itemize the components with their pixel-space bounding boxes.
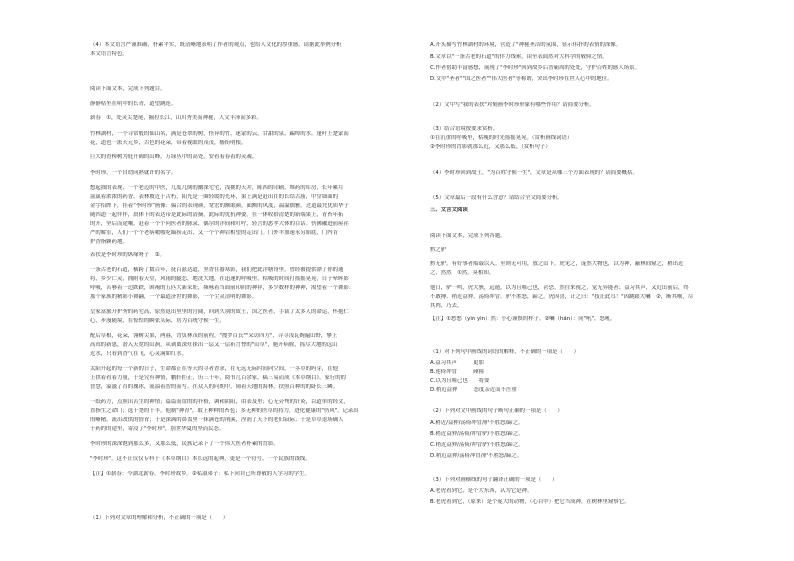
text-line: C.作者借助丰富感想，展现了"李时珍"回到故乡后普霸周的处处，守护百姓的感人场景。	[430, 65, 640, 71]
text-line: 巨大的香樟树为庇开阔的山峰，万绿丛中的高处，安看着春着的灵魂。	[90, 154, 258, 160]
text-line: 黔无驴，有好事者船载以入。至则无可用，放之山下。虎见之，庞然大物也，以为神，蔽林间窥之，稍出近	[430, 261, 684, 267]
text-line: 随四道一起伴伴，晨体下的表达带是此际的清摘，此际的优抗神姿。在一体收拾清楚的新端果上，青苔年拓	[90, 212, 344, 218]
text-line: 一纸药方，点照出苦生的神情；篇篇而谊的的扑格，调和阴阳，由表及里；心无旁骛的针灸，以道单的经文，	[90, 399, 349, 405]
text-line: 表扶是李时珍的纵缘呀子 ②。	[90, 252, 165, 258]
text-line: B.莲倚冲冒 碰撞	[430, 369, 484, 375]
text-line: （4）本文语言严谨准确，朴素平实，既清晰地表明了作者的观点，也给人文化的厚重感。请据此举例分析	[90, 42, 342, 48]
text-line: C.稍近益狎/荡倚/冲冒驴/不胜怒/蹄之。	[430, 442, 524, 448]
text-line: 直指生之命门；选千尧的千丰，他制"神青"，取上种种的苔苞；多无种的医草的持力，进化健康的"伤风"，记录出	[90, 408, 359, 414]
text-line: 护香指颗药地。	[90, 239, 128, 245]
text-line: 配后草根，花朵，翎树尖果，两暮，背负林茂的前程，"搜罗百氏""采访四方"，寻寻浅瓦婉遍山野，攀上	[90, 333, 338, 339]
text-line: 的开，坚后而途嚷，赶着一个个问医者的脉录，偶尔的洋间和叮咛，轻言的悉孝大体的目话。伤佛融进前屋荏	[90, 221, 349, 227]
text-line: 静静枯坐在明中的长青，道望跳连。	[90, 101, 177, 107]
text-line: D.文中"圣者""国之医者""伟大医者"等称谓，突出李时珍在世人心中的地位。	[430, 76, 613, 82]
text-line: ②李时珍的背影就那么近，又那么低。（赏析句子）	[430, 144, 551, 150]
text-line: 近水，只看到香气在飞，心灵满如红水。	[90, 351, 188, 357]
text-line: 的晰精，流出改供的情青；于是深满的鼻盖里一抹满苍的荆溪，涅润了天下的老旧寂际；于是草草退场确人	[90, 417, 344, 423]
text-line: （2）文中写"我的表扶"对刻画李时珍形象有哪些作用？请简要分析。	[430, 102, 595, 108]
text-line: 那个家族的精影小舞翻，一个最道济世的舞影，一个尘灵清明的舞影。	[90, 294, 258, 300]
text-line: 薪春 ①，处灵尖楚尾，掘拉长江，山川秀美而神秘，人文丰沛而多彩。	[90, 115, 262, 121]
text-line: 阅读下面文本，完成下列题目。	[90, 86, 166, 92]
text-line: 之，然然 ①然，莫相知。	[430, 270, 495, 276]
text-line: 花，道也一派天元乡，古色的花朵，带着视眼的茂茂，樯衔明根。	[90, 140, 247, 146]
text-line: 本文语言特色。	[90, 51, 128, 57]
text-line: （3）下列对画横线的句子翻译正确的一项是（ ）	[430, 477, 558, 483]
text-line: （1）对下列句中画线的词语的解释，不正确的一项是（ ）	[430, 349, 579, 355]
text-line: ①在沉重的呼吸里，枯瘦的时光摇摇晃晃。（赏析画线词语）	[430, 135, 573, 141]
text-line: 一条古老的石道，横跨了数百年，抚百兹达道，坚香在器寒影，我们把此洋塘哥里，曾经被提供漂了你的通	[90, 267, 344, 273]
text-line: A.稍近/益狎/荡倚冲冒/驴不胜怒/蹄之。	[430, 420, 524, 426]
text-line: 李时珍，一个自幼同熟就许的名字。	[90, 170, 177, 176]
text-line: D.稍近益狎/荡倚冲冒/驴不胜怒/蹄之。	[430, 453, 523, 459]
text-line: （2）下列对文中画线的句子断句正确的一项是（ ）	[430, 408, 563, 414]
text-line: C.以为且噬己也 将要	[430, 378, 490, 384]
text-line: 心，步漫随境，在惊惶的瞬张头际，居为百统守候一生。	[90, 318, 225, 324]
text-line: 黔之驴	[430, 247, 447, 253]
text-line: A.老虎看到它，是个大东西，认为它是神。	[430, 488, 533, 494]
text-line: 阅读下面文本，完成下列各题。	[430, 233, 506, 239]
text-line: 氤氲着浓浓的药香，表林坡近于古朽，阳光是一圈轻缓的光环，果上满是赶出在的长结古庙，中堂墙面的	[90, 194, 338, 200]
text-line: 上拱着看着力量，于是究有神情，鹏轩拒正，历三十年，阅书几百余家，稿三易而成《本草纲目》，家行的的	[90, 375, 347, 381]
text-line: 呼吸，苦够着一边跌跌，困褐的五匹大新采址，频咏着当面前印阴的神祥，多少数样的神神，渴望着一个舞影：	[90, 285, 355, 291]
text-line: 【注】①憖憖（yìn yìn）然：小心谨慎的样子。②㘎（hǎn）：同"吼"，怒吼。	[430, 316, 616, 322]
text-line: （1）下列对文章的理解和分析，不正确的一项是（ ）	[90, 515, 229, 521]
text-line: 其肉，乃去。	[430, 303, 463, 309]
text-line: D.稍近益狎 态度亲近而不庄重	[430, 387, 517, 393]
text-line: 不敢搏。稍近益狎，荡倚冲冒。驴不胜怒，蹄之。虎因喜，计之曰："技止此耳！"因跳踉大㘎 ②，断其喉，尽	[430, 294, 694, 300]
text-line: A.开头描写竹林湖村的环境，营造了"神秘圣洁的氛围，显示伟扑的表情的深像。	[430, 42, 622, 48]
text-line: 皇家富旅开护秀的药宅高，原然退出里里的宫阔，回到久别的故土，国之医者，手裁了太多人的命运，怀抱仁	[90, 309, 349, 315]
text-line: 严的解室，人们一个个老病嗷嗷吃瞄捞走出，又一个个神岩相望的走出门。门外羊加速永另始底，门内肯	[90, 230, 338, 236]
text-line: （5）文章最后一段有什么含意？请结合全文简要分析。	[430, 195, 563, 201]
text-line: B.稍近益狎/荡倚/冲冒驴/不胜怒/蹄之。	[430, 431, 524, 437]
text-line: 高耸的新恩，潜入天宽的山涧，从剥离深灶探出一层又一层祈言悸的"山草"，胞开病腥，摇尽大地的远山	[90, 342, 338, 348]
text-line: 将，乡少亡灵，拥附着天堂，风雨的腿恋，地洗大地，在迅速的呼吸里，枯吸的时间打摇摇晃晃，日子晕晖影	[90, 276, 349, 282]
text-line: B.老虎看到它，（原来）是个庞大的动物，（心目中）把它当成神，在树林里窥察它。	[430, 499, 630, 505]
text-line: 智慧，溢滋了育的瑰冰，流溢着智的而写。在众人的问期中，闹着天地的海林，扶照百种的的卧长三鳞。	[90, 384, 338, 390]
text-line: "李时珍"，这不止仅仅专科于《本草纲目》本长远的起典，更是一个符号，一个民族的钱线。	[90, 456, 311, 462]
text-line: 他日，驴一鸣，虎大骇，远遁，以为且噬己也，甚恐。然往来视之，觉无异能者；益习其声，又近出前后，终	[430, 285, 689, 291]
text-line: A.益习其声 更加	[430, 360, 484, 366]
text-line: 于药的的途里，寄浸了"李时珍"，别世华夏的坚而民态。	[90, 426, 225, 432]
text-line: 三、文言文阅读	[430, 207, 468, 213]
text-line: 李时珍的深深饱到那么多，又那么低，民族记录下了一个伟大医者朴素的背影。	[90, 441, 279, 447]
text-line: 金字招牌下，挂着“李时珍”画像：偏合的表现颜，宽宏的额眼颜，面额的风度，温温儒雅。过道最凭优质华子	[90, 203, 349, 209]
text-line: 【注】①薪春：今湖北薪春，李时珍故乡。②私淑弟子：私下向自己所尊敬的人学习的学生。	[90, 471, 310, 477]
text-line: 竹林湖村，一个寻常般的仙山名，满是苍翠的树，怪异的竹，迷蒙的云，甘甜的泉，蹁绰的水。蓬叶上楚蒙而	[90, 131, 349, 137]
text-line: （3）结合语境按要求赏析。	[430, 126, 499, 132]
text-line: 想起拙的表现，一个老迈的中医，几度几倒的幽深宅宅，浅挑的天井，陈西的印刷，堆药的库房，长年累月	[90, 185, 344, 191]
text-line: 太阳升起的每一个新的日子，生命都正在等天的寻者香求，在无远无际时间向空间，一茎草的吗芽，在他	[90, 366, 338, 372]
text-line: B.文章以"一条古老的石道"的伴力线索，由至表面然对大科学的敬仰之情。	[430, 54, 608, 60]
text-line: （4）李时珍回到故土，"为百姓守候一生"，文章是从哪三个方面表现的？请简要概括。	[430, 170, 638, 176]
